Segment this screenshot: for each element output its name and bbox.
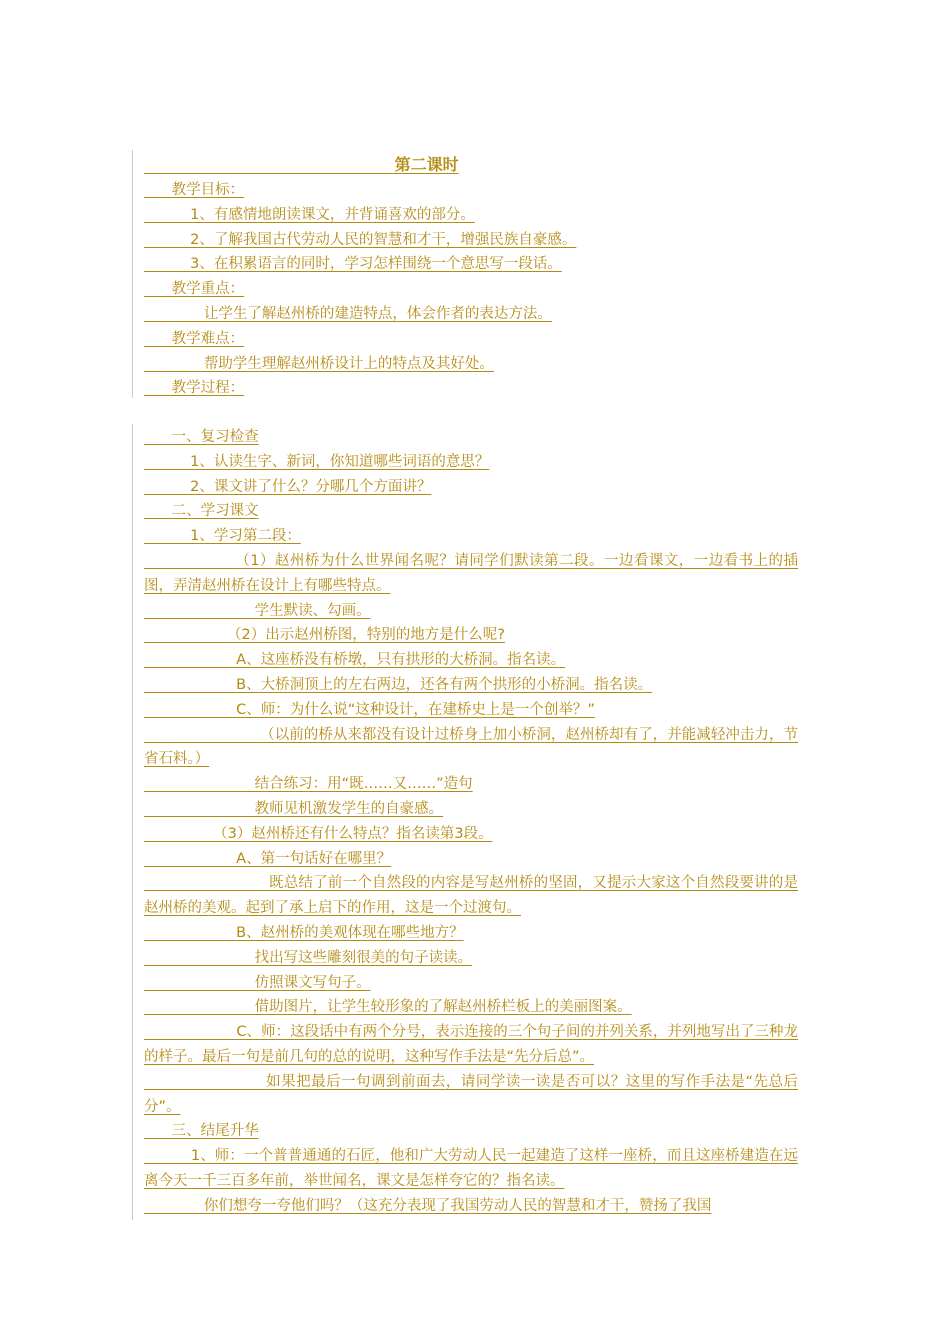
section-review: 一、复习检查: [144, 429, 259, 445]
study-q2-b: B、大桥洞顶上的左右两边，还各有两个拱形的小桥洞。指名读。: [144, 676, 653, 693]
study-q3-c: C、师：这段话中有两个分号，表示连接的三个句子间的并列关系，并列地写出了三种龙的样子。最后一句是前几句的总的说明，这种写作手法是“先分后总”。: [144, 1024, 798, 1065]
objective-3: 3、在积累语言的同时，学习怎样围绕一个意思写一段话。: [144, 256, 562, 273]
study-q2-c-answer: （以前的桥从来都没有设计过桥身上加小桥洞，赵州桥却有了，并能减轻冲击力，节省石料。）: [144, 726, 799, 768]
study-q2-c: C、师：为什么说“这种设计，在建桥史上是一个创举？”: [144, 701, 595, 718]
review-item-1: 1、认读生字、新词，你知道哪些词语的意思？: [144, 453, 490, 470]
lesson-plan-part-2: [144, 425, 798, 1219]
difficulties-heading: 教学难点：: [144, 330, 245, 347]
study-q3-b-1: 找出写这些雕刻很美的句子读读。: [144, 949, 473, 966]
study-q3-a: A、第一句话好在哪里？: [144, 850, 392, 867]
conclusion-1: 1、师：一个普普通通的石匠，他和广大劳动人民一起建造了这样一座桥，而且这座桥建造在远离今天一千三百多年前，举世闻名，课文是怎样夸它的？指名读。: [144, 1148, 798, 1189]
margin-rule-2: [132, 424, 133, 1220]
study-q1-activity: 学生默读、勾画。: [144, 602, 371, 619]
study-q3: （3）赵州桥还有什么特点？指名读第3段。: [144, 825, 493, 842]
objective-2: 2、了解我国古代劳动人民的智慧和才干，增强民族自豪感。: [144, 231, 577, 248]
section-conclusion: 三、结尾升华: [144, 1123, 259, 1140]
section-study: 二、学习课文: [144, 503, 259, 520]
key-points-text: 让学生了解赵州桥的建造特点，体会作者的表达方法。: [144, 305, 552, 322]
difficulties-text: 帮助学生理解赵州桥设计上的特点及其好处。: [144, 355, 494, 372]
teacher-note: 教师见机激发学生的自豪感。: [144, 800, 444, 817]
study-q3-c-2: 如果把最后一句调到前面去，请同学读一读是否可以？这里的写作手法是“先总后分”。: [144, 1073, 798, 1115]
objectives-heading: 教学目标：: [144, 182, 245, 198]
study-q3-a-answer: 既总结了前一个自然段的内容是写赵州桥的坚固，又提示大家这个自然段要讲的是赵州桥的美观。起到了承上启下的作用，这是一个过渡句。: [144, 875, 799, 917]
margin-rule-1: [132, 150, 133, 398]
title-text: 第二课时: [394, 155, 459, 174]
study-para-2: 1、学习第二段：: [144, 528, 301, 545]
study-q2-a: A、这座桥没有桥墩，只有拱形的大桥洞。指名读。: [144, 652, 566, 669]
study-q3-b-2: 仿照课文写句子。: [144, 974, 371, 991]
study-q2: （2）出示赵州桥图，特别的地方是什么呢?: [144, 627, 505, 644]
review-item-2: 2、课文讲了什么？分哪几个方面讲？: [144, 478, 432, 495]
key-points-heading: 教学重点：: [144, 281, 245, 298]
process-heading: 教学过程：: [144, 380, 245, 397]
objective-1: 1、有感情地朗读课文，并背诵喜欢的部分。: [144, 206, 475, 223]
exercise-sentence: 结合练习：用“既……又……”造句: [144, 776, 473, 793]
lesson-title: [144, 152, 798, 178]
study-q3-b-3: 借助图片，让学生较形象的了解赵州桥栏板上的美丽图案。: [144, 999, 632, 1016]
conclusion-2: 你们想夸一夸他们吗？（这充分表现了我国劳动人民的智慧和才干，赞扬了我国: [144, 1197, 712, 1214]
study-q3-b: B、赵州桥的美观体现在哪些地方？: [144, 924, 464, 941]
study-q1: （1）赵州桥为什么世界闻名呢？请同学们默读第二段。一边看课文，一边看书上的插图，弄清赵州桥在设计上有哪些特点。: [144, 552, 798, 594]
title-lead-space: [144, 155, 395, 174]
lesson-plan-part-1: [144, 152, 798, 401]
